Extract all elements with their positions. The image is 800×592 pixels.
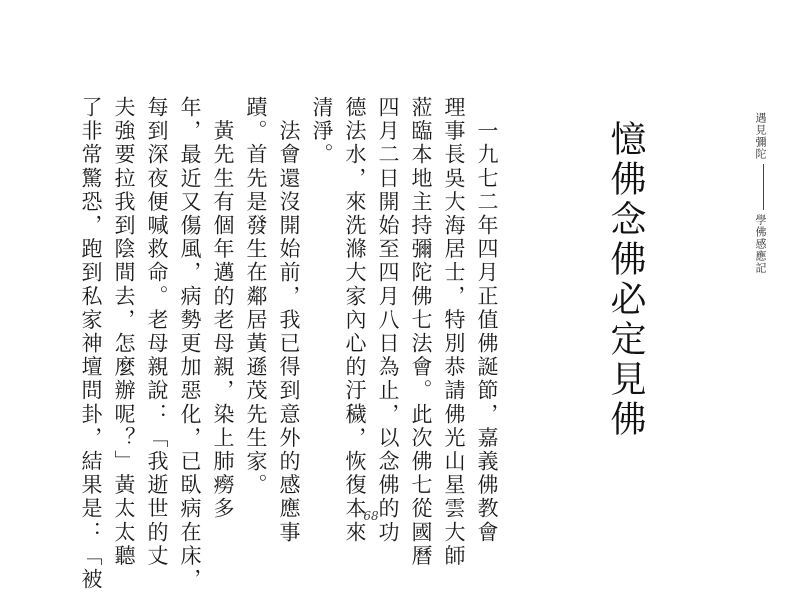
page-number: 68 (363, 509, 379, 523)
running-header (752, 112, 768, 274)
body-column-5: 德法水，來洗滌大家內心的汙穢，恢復本來 (343, 96, 367, 545)
body-column-7: 法會還沒開始前，我已得到意外的感應事 (277, 96, 301, 545)
body-column-10: 年，最近又傷風，病勢更加惡化，已臥病在床， (178, 96, 202, 592)
body-column-4: 四月二日開始至四月八日為止，以念佛的功 (376, 96, 400, 545)
body-column-13: 了非常驚恐，跑到私家神壇問卦，結果是：「被 (79, 96, 103, 592)
body-column-3: 蒞臨本地主持彌陀佛七法會。此次佛七從國曆 (409, 96, 433, 568)
body-column-1: 一九七二年四月正值佛誕節，嘉義佛教會 (475, 96, 499, 545)
running-header-book-title: 遇見彌陀 (754, 112, 767, 160)
body-column-9: 黃先生有個年邁的老母親，染上肺癆多 (211, 96, 235, 521)
body-column-2: 理事長吳大海居士，特別恭請佛光山星雲大師 (442, 96, 466, 568)
body-column-6: 清淨。 (310, 96, 334, 167)
chapter-title: 憶佛念佛必定見佛 (605, 120, 646, 440)
body-column-12: 夫強要拉我到陰間去，怎麼辦呢？」黃太太聽 (112, 96, 136, 568)
body-column-11: 每到深夜便喊救命。老母親說：「我逝世的丈 (145, 96, 169, 568)
running-header-section-title: 學佛感應記 (754, 214, 767, 274)
header-dash (763, 164, 764, 210)
body-column-8: 蹟。首先是發生在鄰居黃遜茂先生家。 (244, 96, 268, 498)
